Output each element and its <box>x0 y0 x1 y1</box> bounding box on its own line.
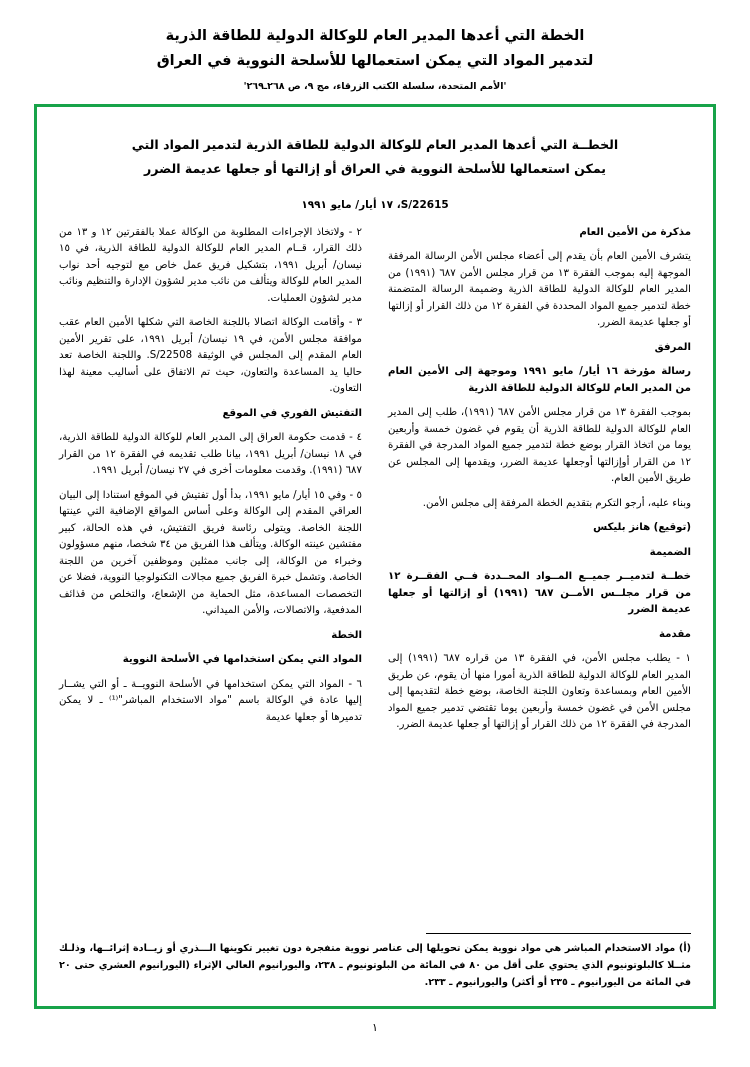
paragraph-3: ٣ - وأقامت الوكالة اتصالا باللجنة الخاصة التي شكلها الأمين العام عقب موافقة مجلس الأمن، في ١٩ نيسان/ أبريل ١٩٩١، على تقرير الأمين العام المقدم إلى المجلس في الوثيقة S/22508. واللجنة الخاصة تعد حاليا يد المساعدة والتعاون، حيث تم الاتفاق على أساليب معينة لهذا التعاون. <box>59 317 362 395</box>
paragraph-4: ٤ - قدمت حكومة العراق إلى المدير العام للوكالة الدولية للطاقة الذرية، في ١٨ نيسان/ أبريل ١٩٩١، بيانا طلب تقديمه في الفقرة ١٢ من القرار ٦٨٧ (١٩٩١). وقدمت معلومات أخرى في ٢٧ نيسان/ أبريل ١٩٩١. <box>59 432 362 477</box>
annex-paragraph-1: بموجب الفقرة ١٣ من قرار مجلس الأمن ٦٨٧ (١٩٩١)، طلب إلى المدير العام للوكالة الدولية للطاقة الذرية أن يقوم في غضون خمسة وأربعين يوما من اتخاذ القرار بوضع خطة لتدمير جميع المواد المدرجة في الفقرة ١٢ من القرار أوإزالتها أوجعلها عديمة الضرر، ويقدمها إلى المجلس عن طريق الأمين العام. <box>388 407 692 485</box>
footnote-text: (أ) مواد الاستخدام المباشر هي مواد نووية يمكن تحويلها إلى عناصر نووية متفجرة دون تغيير تكوينها الـــذري أو زيــادة إثرائــها، وذلـك مثــلا كالبلوتونيوم الذي يحتوي على أقل من ٨٠ في المائة من البلوتونيوم ـ ٢٣٨، واليورانيوم العالي الإثراء (اليورانيوم العشري حتى ٢٠ في المائة من اليورانيوم ـ ٢٣٥ أو أكثر) واليورانيوم ـ ٢٣٣. <box>59 943 691 988</box>
plan-heading: الخطة <box>331 629 362 641</box>
annex-paragraph-2: وبناء عليه، أرجو التكرم بتقديم الخطة المرفقة إلى مجلس الأمن. <box>422 497 691 509</box>
top-heading-line-1: الخطة التي أعدها المدير العام للوكالة الدولية للطاقة الذرية <box>165 28 585 44</box>
footnote-area <box>59 933 691 991</box>
paragraph-6: ٦ - المواد التي يمكن استخدامها في الأسلحة النوويــة ـ أو التي يشــار إليها عادة في الوكالة باسم "مواد الاستخدام المباشر"⁽¹⁾ ـ لا يمكن تدميرها أو جعلها عديمة <box>59 678 362 723</box>
top-heading-line-2: لتدمير المواد التي يمكن استعمالها للأسلحة النووية في العراق <box>156 53 594 70</box>
document-symbol: S/22615، ١٧ أيار/ مايو ١٩٩١ <box>301 198 449 211</box>
top-heading <box>34 24 716 92</box>
attachment-heading: الضميمة <box>649 546 691 558</box>
annex-subtitle: رسالة مؤرخة ١٦ أيار/ مايو ١٩٩١ وموجهة إلى الأمين العام من المدير العام للوكالة الدولية للطاقة الذرية <box>388 366 692 394</box>
introduction-heading: مقدمة <box>658 628 691 640</box>
signature-line: (توقيع) هانز بليكس <box>593 522 691 534</box>
column-right <box>388 225 691 742</box>
plan-subheading: المواد التي يمكن استخدامها في الأسلحة النووية <box>122 654 362 666</box>
top-heading-source: 'الأمم المتحدة، سلسلة الكتب الزرقاء، مج ٩، ص ٢٦٨ـ٢٦٩' <box>243 80 507 92</box>
document-title: الخطــة التي أعدها المدير العام للوكالة الدولية للطاقة الذرية لتدمير المواد التي يمكن استعمالها للأسلحة النووية في العراق أو إزالتها أو جعلها عديمة الضرر <box>131 136 619 176</box>
paragraph-5: ٥ - وفي ١٥ أيار/ مايو ١٩٩١، بدأ أول تفتيش في الموقع استنادا إلى البيان العراقي المقدم إلى الوكالة وعلى أساس المواقع الإضافية التي عينتها اللجنة الخاصة. ويتولى رئاسة فريق التفتيش، في هذه الحالة، كبير مفتشين عينته الوكالة. ويتألف هذا الفريق من ٣٤ شخصا، منهم مسؤولون وخبراء من الوكالة، إلى جانب ممثلين وموظفين آخرين من اللجنة الخاصة. وتشمل خبرة الفريق جميع مجالات التكنولوجيا النووية، فضلا عن التخصصات المساعدة، مثل الحماية من الإشعاع، والتخلص من قذائف المدفعية، والاتصالات، والأمن الميداني. <box>59 489 363 617</box>
two-column-layout <box>59 225 691 742</box>
attachment-title: خطــة لتدميــر جميــع المــواد المحــددة فــي الفقــرة ١٢ من قرار مجلــس الأمــن ٦٨٧ (١٩٩١) أو إزالتها أو جعلها عديمة الضرر <box>388 571 692 616</box>
green-framed-content <box>34 104 716 1009</box>
introduction-paragraph-1: ١ - يطلب مجلس الأمن، في الفقرة ١٣ من قراره ٦٨٧ (١٩٩١) إلى المدير العام للوكالة الدولية للطاقة الذرية أمورا منها أن يقوم، عن طريق الأمين العام وبمساعدة وتعاون اللجنة الخاصة، بوضع خطة لتقديمها إلى مجلس الأمن في غضون خمسة وأربعين يوما تقتضي تدمير جميع المواد المدرجة في الفقرة ١٢ من ذلك القرار أو إزالتها أو جعلها عديمة الضرر. <box>388 653 692 731</box>
paragraph-2: ٢ - ولاتخاذ الإجراءات المطلوبة من الوكالة عملا بالفقرتين ١٢ و ١٣ من ذلك القرار، قــام المدير العام للوكالة الدولية للطاقة الذرية، في ١٥ نيسان/ أبريل ١٩٩١، بتشكيل فريق عمل خاص مع لتوجيه أحد نواب المدير العام للوكالة ويتألف من نائب مدير لشؤون الإدارة والتنظيم ونائب مدير لشؤون العمليات. <box>59 226 362 304</box>
footnote-divider <box>426 933 691 934</box>
page-number: ١ <box>372 1020 378 1034</box>
memorandum-heading: مذكرة من الأمين العام <box>579 226 691 238</box>
memorandum-body: يتشرف الأمين العام بأن يقدم إلى أعضاء مجلس الأمن الرسالة المرفقة الموجهة إليه بموجب الفقرة ١٣ من قرار مجلس الأمن ٦٨٧ (١٩٩١) من المدير العام للوكالة الدولية للطاقة الذرية وضميمة الرسالة المتضمنة خطة لتدمير جميع المواد المحددة في الفقرة ١٢ من ذلك القرار أو إزالتها أو جعلها عديمة الضرر. <box>388 251 691 329</box>
annex-heading: المرفق <box>654 341 691 353</box>
onsite-inspection-heading: التفتيش الفوري في الموقع <box>222 407 362 419</box>
column-left <box>59 225 362 735</box>
